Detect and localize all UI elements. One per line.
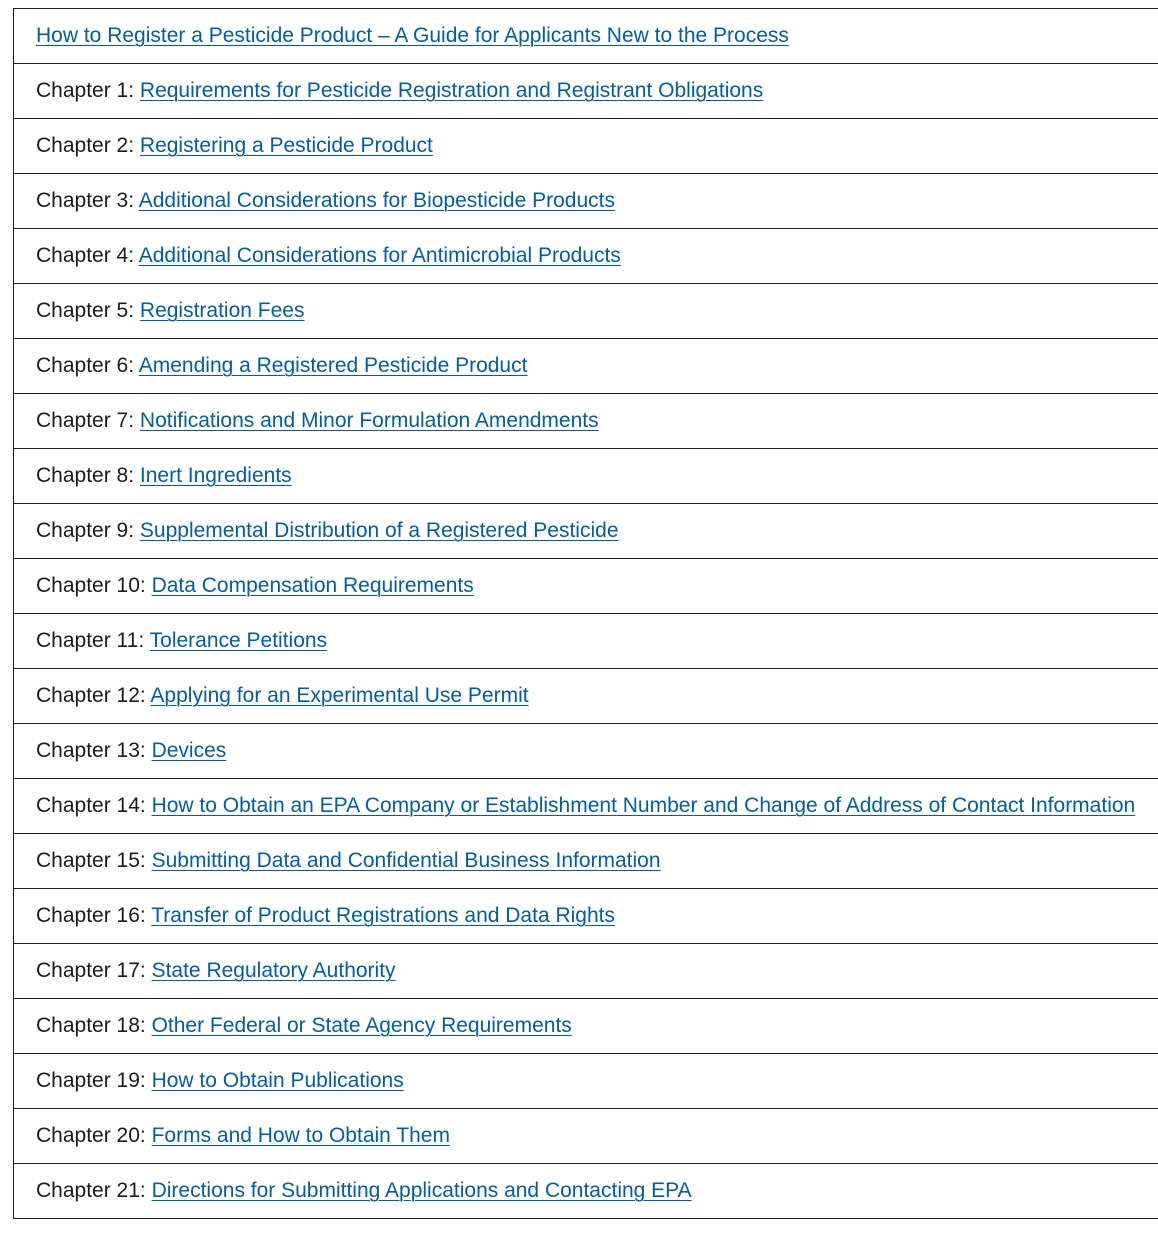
table-cell bbox=[14, 1164, 1158, 1219]
chapter-link[interactable]: Other Federal or State Agency Requirements bbox=[151, 1014, 572, 1037]
chapter-link[interactable]: Devices bbox=[151, 739, 227, 762]
chapter-link[interactable]: Inert Ingredients bbox=[139, 464, 292, 487]
table-cell bbox=[14, 779, 1158, 834]
table-row bbox=[14, 1054, 1158, 1109]
chapter-link[interactable]: Registration Fees bbox=[139, 299, 305, 322]
chapter-prefix: Chapter 19: bbox=[36, 1069, 152, 1092]
chapter-prefix: Chapter 7: bbox=[36, 409, 140, 432]
table-cell bbox=[14, 1109, 1158, 1164]
chapter-prefix: Chapter 12: bbox=[36, 684, 151, 707]
chapter-link[interactable]: Notifications and Minor Formulation Amendments bbox=[139, 409, 599, 432]
table-row bbox=[14, 229, 1158, 284]
guide-link[interactable]: How to Register a Pesticide Product – A Guide for Applicants New to the Process bbox=[36, 24, 789, 47]
chapter-prefix: Chapter 8: bbox=[36, 464, 140, 487]
chapter-link[interactable]: Additional Considerations for Biopesticide Products bbox=[138, 189, 615, 212]
table-row bbox=[14, 944, 1158, 999]
chapter-link[interactable]: Supplemental Distribution of a Registered Pesticide bbox=[139, 519, 619, 542]
chapter-link[interactable]: Additional Considerations for Antimicrobial Products bbox=[138, 244, 621, 267]
table-row bbox=[14, 119, 1158, 174]
chapter-link[interactable]: Transfer of Product Registrations and Data Rights bbox=[151, 904, 615, 927]
table-cell bbox=[14, 669, 1158, 724]
chapter-link[interactable]: Requirements for Pesticide Registration and Registrant Obligations bbox=[139, 79, 764, 102]
table-cell bbox=[14, 229, 1158, 284]
table-cell bbox=[14, 449, 1158, 504]
chapter-link[interactable]: How to Obtain an EPA Company or Establishment Number and Change of Address of Contact Information bbox=[151, 794, 1136, 817]
table-row bbox=[14, 64, 1158, 119]
table-row bbox=[14, 559, 1158, 614]
table-cell bbox=[14, 614, 1158, 669]
table-row bbox=[14, 1109, 1158, 1164]
table-cell bbox=[14, 944, 1158, 999]
chapter-prefix: Chapter 6: bbox=[36, 354, 139, 377]
table-row bbox=[14, 1164, 1158, 1219]
table-cell bbox=[14, 64, 1158, 119]
table-cell bbox=[14, 889, 1158, 944]
chapter-link[interactable]: How to Obtain Publications bbox=[151, 1069, 404, 1092]
table-cell bbox=[14, 1054, 1158, 1109]
chapter-prefix: Chapter 10: bbox=[36, 574, 152, 597]
chapter-link[interactable]: Forms and How to Obtain Them bbox=[151, 1124, 450, 1147]
table-row bbox=[14, 724, 1158, 779]
table-cell bbox=[14, 559, 1158, 614]
table-cell bbox=[14, 174, 1158, 229]
chapter-link[interactable]: Registering a Pesticide Product bbox=[139, 134, 433, 157]
table-row bbox=[14, 284, 1158, 339]
chapter-link[interactable]: Data Compensation Requirements bbox=[151, 574, 474, 597]
table-row bbox=[14, 669, 1158, 724]
chapter-link[interactable]: Submitting Data and Confidential Business Information bbox=[151, 849, 661, 872]
chapter-prefix: Chapter 5: bbox=[36, 299, 140, 322]
chapter-link[interactable]: Tolerance Petitions bbox=[149, 629, 328, 652]
chapter-prefix: Chapter 17: bbox=[36, 959, 152, 982]
chapter-table bbox=[13, 8, 1158, 1219]
table-row bbox=[14, 834, 1158, 889]
table-cell bbox=[14, 9, 1158, 64]
table-row bbox=[14, 889, 1158, 944]
chapter-prefix: Chapter 18: bbox=[36, 1014, 152, 1037]
table-cell bbox=[14, 119, 1158, 174]
chapter-prefix: Chapter 2: bbox=[36, 134, 140, 157]
table-row bbox=[14, 394, 1158, 449]
chapter-prefix: Chapter 1: bbox=[36, 79, 140, 102]
table-row bbox=[14, 504, 1158, 559]
chapter-prefix: Chapter 4: bbox=[36, 244, 139, 267]
table-row bbox=[14, 174, 1158, 229]
chapter-link[interactable]: Applying for an Experimental Use Permit bbox=[150, 684, 529, 707]
table-row bbox=[14, 999, 1158, 1054]
chapter-prefix: Chapter 3: bbox=[36, 189, 139, 212]
table-cell bbox=[14, 339, 1158, 394]
chapter-prefix: Chapter 14: bbox=[36, 794, 152, 817]
table-row bbox=[14, 339, 1158, 394]
chapter-prefix: Chapter 21: bbox=[36, 1179, 152, 1202]
table-row bbox=[14, 779, 1158, 834]
table-cell bbox=[14, 284, 1158, 339]
chapter-prefix: Chapter 13: bbox=[36, 739, 152, 762]
table-cell bbox=[14, 834, 1158, 889]
table-row bbox=[14, 449, 1158, 504]
chapter-prefix: Chapter 20: bbox=[36, 1124, 152, 1147]
table-row bbox=[14, 614, 1158, 669]
table-cell bbox=[14, 394, 1158, 449]
chapter-link[interactable]: Amending a Registered Pesticide Product bbox=[138, 354, 528, 377]
chapter-prefix: Chapter 15: bbox=[36, 849, 152, 872]
table-cell bbox=[14, 724, 1158, 779]
table-cell bbox=[14, 999, 1158, 1054]
table-row bbox=[14, 9, 1158, 64]
table-cell bbox=[14, 504, 1158, 559]
chapter-prefix: Chapter 16: bbox=[36, 904, 152, 927]
chapter-prefix: Chapter 11: bbox=[36, 629, 150, 652]
chapter-link[interactable]: State Regulatory Authority bbox=[151, 959, 396, 982]
chapter-prefix: Chapter 9: bbox=[36, 519, 140, 542]
chapter-link[interactable]: Directions for Submitting Applications and Contacting EPA bbox=[151, 1179, 692, 1202]
